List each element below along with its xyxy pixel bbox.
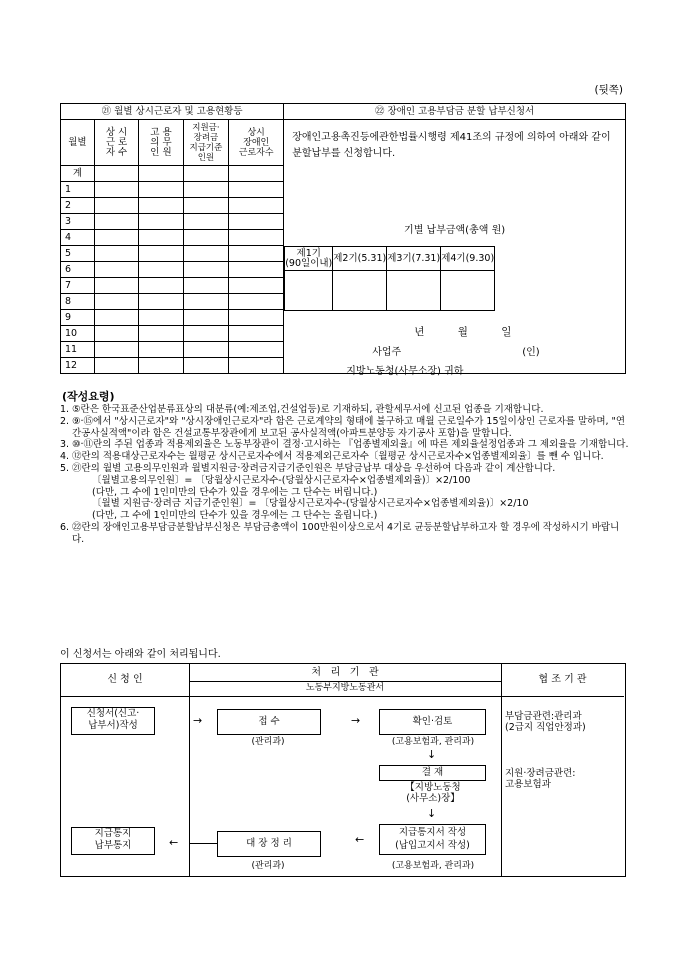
- process-flow: [60, 663, 626, 877]
- note-text: (다만, 그 수에 1인미만의 단수가 있을 경우에는 그 단수는 올립니다.): [92, 510, 378, 522]
- cell[interactable]: [229, 326, 284, 342]
- cell[interactable]: [183, 198, 228, 214]
- row-label: 1: [61, 182, 95, 198]
- left-section-title: ㉑ 월별 상시근로자 및 고용현황등: [61, 104, 284, 120]
- col-workers: 상 시 근 로 자 수: [94, 120, 138, 166]
- note-number: 3.: [60, 439, 70, 451]
- cell[interactable]: [139, 166, 183, 182]
- notes-list: [60, 404, 630, 546]
- cell[interactable]: [229, 342, 284, 358]
- note-item: [60, 498, 630, 510]
- period-1: 제1기 (90일이내): [285, 247, 333, 269]
- amount-1[interactable]: [285, 271, 333, 311]
- cell[interactable]: [139, 358, 183, 374]
- note-item: [60, 475, 630, 487]
- cell[interactable]: [94, 230, 138, 246]
- employer-label: 사업주: [372, 347, 402, 358]
- row-label: 9: [61, 310, 95, 326]
- amount-4[interactable]: [441, 271, 495, 311]
- ledger-box: 대 장 정 리: [217, 831, 321, 857]
- cell[interactable]: [139, 246, 183, 262]
- row-label: 3: [61, 214, 95, 230]
- cell[interactable]: [183, 326, 228, 342]
- cell[interactable]: [229, 262, 284, 278]
- row-label: 계: [61, 166, 95, 182]
- cell[interactable]: [94, 326, 138, 342]
- cell[interactable]: [229, 310, 284, 326]
- cell[interactable]: [183, 230, 228, 246]
- cell[interactable]: [94, 214, 138, 230]
- cell[interactable]: [139, 310, 183, 326]
- cell[interactable]: [94, 262, 138, 278]
- row-label: 7: [61, 278, 95, 294]
- cell[interactable]: [94, 278, 138, 294]
- note-number: 2.: [60, 415, 70, 427]
- col-cooperation: 협 조 기 관: [538, 674, 587, 685]
- cell[interactable]: [229, 166, 284, 182]
- cell[interactable]: [94, 246, 138, 262]
- note-number: 6.: [60, 521, 70, 533]
- row-label: 6: [61, 262, 95, 278]
- notice-write-box: 지급통지서 작성 (납입고지서 작성): [379, 824, 486, 855]
- notes-title: (작성요령): [62, 390, 115, 403]
- cell[interactable]: [139, 262, 183, 278]
- row-label: 11: [61, 342, 95, 358]
- cell[interactable]: [183, 166, 228, 182]
- row-label: 12: [61, 358, 95, 374]
- page-side-label: (뒷쪽): [594, 84, 623, 96]
- cell[interactable]: [94, 198, 138, 214]
- cell[interactable]: [139, 214, 183, 230]
- cell[interactable]: [183, 214, 228, 230]
- note-item: [60, 487, 630, 499]
- arrow-left-icon: ←: [355, 833, 365, 846]
- cell[interactable]: [139, 198, 183, 214]
- note-text: ⑤란은 한국표준산업분류표상의 대분류(예:제조업,건설업등)로 기재하되, 관할세무서에 신고된 업종을 기재합니다.: [72, 404, 544, 415]
- installment-table: [284, 246, 495, 311]
- note-number: 1.: [60, 404, 70, 415]
- review-box: 확인·검토: [379, 709, 486, 735]
- row-label: 4: [61, 230, 95, 246]
- note-item: [60, 522, 630, 546]
- right-section-title: ㉒ 장애인 고용부담금 분할 납부신청서: [284, 104, 626, 120]
- process-title: 이 신청서는 아래와 같이 처리됩니다.: [60, 649, 221, 660]
- approval-box: 결 재: [379, 765, 486, 781]
- cell[interactable]: [183, 294, 228, 310]
- col-subsidy-base: 지원금· 장려금 지급기준 인원: [183, 120, 228, 166]
- main-form-table: [60, 103, 626, 377]
- row-label: 5: [61, 246, 95, 262]
- cell[interactable]: [183, 246, 228, 262]
- cell[interactable]: [94, 310, 138, 326]
- applicant-box: 신청서(신고· 납부서)작성: [71, 707, 155, 735]
- cell[interactable]: [139, 326, 183, 342]
- note-text: ㉒란의 장애인고용부담금분할납부신청은 부담금총액이 100만원이상으로서 4기로 균등분할납부하고자 할 경우에 작성하시기 바랍니다.: [72, 521, 620, 545]
- note-item: [60, 439, 630, 451]
- note-text: ㉑란의 월별 고용의무인원과 월별지원금·장려금지급기준인원은 부담금납부 대상을 우선하여 다음과 같이 계산합니다.: [72, 462, 556, 474]
- note-item: [60, 510, 630, 522]
- cell[interactable]: [94, 166, 138, 182]
- cell[interactable]: [94, 294, 138, 310]
- col-obligation: 고 용 의 무 인 원: [139, 120, 183, 166]
- cell[interactable]: [94, 358, 138, 374]
- note-item: [60, 416, 630, 440]
- cell[interactable]: [229, 182, 284, 198]
- cell[interactable]: [183, 358, 228, 374]
- arrow-down-icon: ↓: [427, 748, 437, 761]
- arrow-down-icon: ↓: [427, 807, 437, 820]
- cell[interactable]: [139, 230, 183, 246]
- col-processing-sub: 노동부지방노동관서: [305, 683, 385, 693]
- note-number: 5.: [60, 462, 70, 474]
- receipt-dept: (관리과): [251, 737, 285, 747]
- coop-burden: 부담금관련:관리과 (2급지 직업안정과): [505, 711, 586, 733]
- note-text: 〔월별고용의무인원〕= 〔당월상시근로자수-(당월상시근로자수×업종별제외율)〕×2/100: [92, 474, 471, 486]
- note-text: ⑨·⑮에서 "상시근로자"와 "상시장애인근로자"라 함은 근로계약의 형태에 불구하고 매월 근로일수가 15일이상인 근로자를 말하며, "연간공사실적액"이라 함은 건설교통부장관에게 보고된 공사실적액(아파트분양등 자기공사 포함)을 말합니다.: [72, 415, 626, 439]
- review-dept: (고용보험과, 관리과): [391, 737, 475, 747]
- period-2: 제2기(5.31): [333, 247, 387, 271]
- cell[interactable]: [94, 182, 138, 198]
- notice-write-dept: (고용보험과, 관리과): [391, 861, 475, 871]
- period-4: 제4기(9.30): [441, 247, 495, 271]
- cell[interactable]: [229, 198, 284, 214]
- note-text: ⑫란의 적용대상근로자수는 월평균 상시근로자수에서 적용제외근로자수〔월평균 상시근로자수×업종별제외율〕를 뺀 수 입니다.: [72, 451, 604, 463]
- cell[interactable]: [229, 246, 284, 262]
- cell[interactable]: [139, 294, 183, 310]
- coop-subsidy: 지원·장려금관련: 고용보험과: [505, 768, 576, 790]
- note-number: 4.: [60, 451, 70, 463]
- installment-header: 기별 납부금액(총액 원): [404, 225, 506, 236]
- signature-date: 년 월 일: [414, 326, 512, 338]
- cell[interactable]: [94, 342, 138, 358]
- amount-3[interactable]: [387, 271, 441, 311]
- cell[interactable]: [229, 278, 284, 294]
- amount-2[interactable]: [333, 271, 387, 311]
- cell[interactable]: [229, 214, 284, 230]
- ledger-dept: (관리과): [251, 861, 285, 871]
- arrow-left-icon: ←: [169, 836, 179, 849]
- row-label: 2: [61, 198, 95, 214]
- receipt-box: 접 수: [217, 709, 321, 735]
- cell[interactable]: [183, 262, 228, 278]
- cell[interactable]: [229, 294, 284, 310]
- recipient: 지방노동청(사무소장) 귀하: [346, 366, 464, 377]
- note-item: [60, 463, 630, 475]
- col-applicant: 신 청 인: [107, 674, 143, 685]
- row-label: 8: [61, 294, 95, 310]
- approval-dept: 【지방노동청 (사무소)장】: [405, 782, 461, 804]
- cell[interactable]: [139, 278, 183, 294]
- note-text: (다만, 그 수에 1인미만의 단수가 있을 경우에는 그 단수는 버립니다.): [92, 486, 378, 498]
- col-month: 월별: [61, 120, 95, 166]
- note-text: ⑩·⑪란의 주된 업종과 적용제외율은 노동부장관이 결정·고시하는 『업종별제외율』에 따른 제외율설정업종과 그 제외율을 기재합니다.: [72, 439, 629, 451]
- note-item: [60, 404, 630, 416]
- col-processing: 처 리 기 관: [311, 667, 379, 678]
- cell[interactable]: [229, 230, 284, 246]
- period-3: 제3기(7.31): [387, 247, 441, 271]
- cell[interactable]: [183, 310, 228, 326]
- cell[interactable]: [139, 342, 183, 358]
- application-text: 장애인고용촉진등에관한법률시행령 제41조의 규정에 의하여 아래와 같이 분할납부를 신청합니다.: [292, 132, 611, 159]
- arrow-right-icon: →: [351, 714, 361, 727]
- notice-box: 지급통지 납부통지: [71, 827, 155, 855]
- note-item: [60, 451, 630, 463]
- cell[interactable]: [183, 342, 228, 358]
- col-disabled-workers: 상시 장애인 근로자수: [229, 120, 284, 166]
- cell[interactable]: [229, 358, 284, 374]
- cell[interactable]: [139, 182, 183, 198]
- cell[interactable]: [183, 182, 228, 198]
- seal-mark: (인): [522, 347, 540, 358]
- cell[interactable]: [183, 278, 228, 294]
- row-label: 10: [61, 326, 95, 342]
- arrow-right-icon: →: [193, 714, 203, 727]
- note-text: 〔월별 지원금·장려금 지급기준인원〕= 〔당월상시근로자수-(당월상시근로자수×업종별제외율)〕×2/10: [92, 498, 529, 510]
- installment-application-panel: [284, 120, 626, 377]
